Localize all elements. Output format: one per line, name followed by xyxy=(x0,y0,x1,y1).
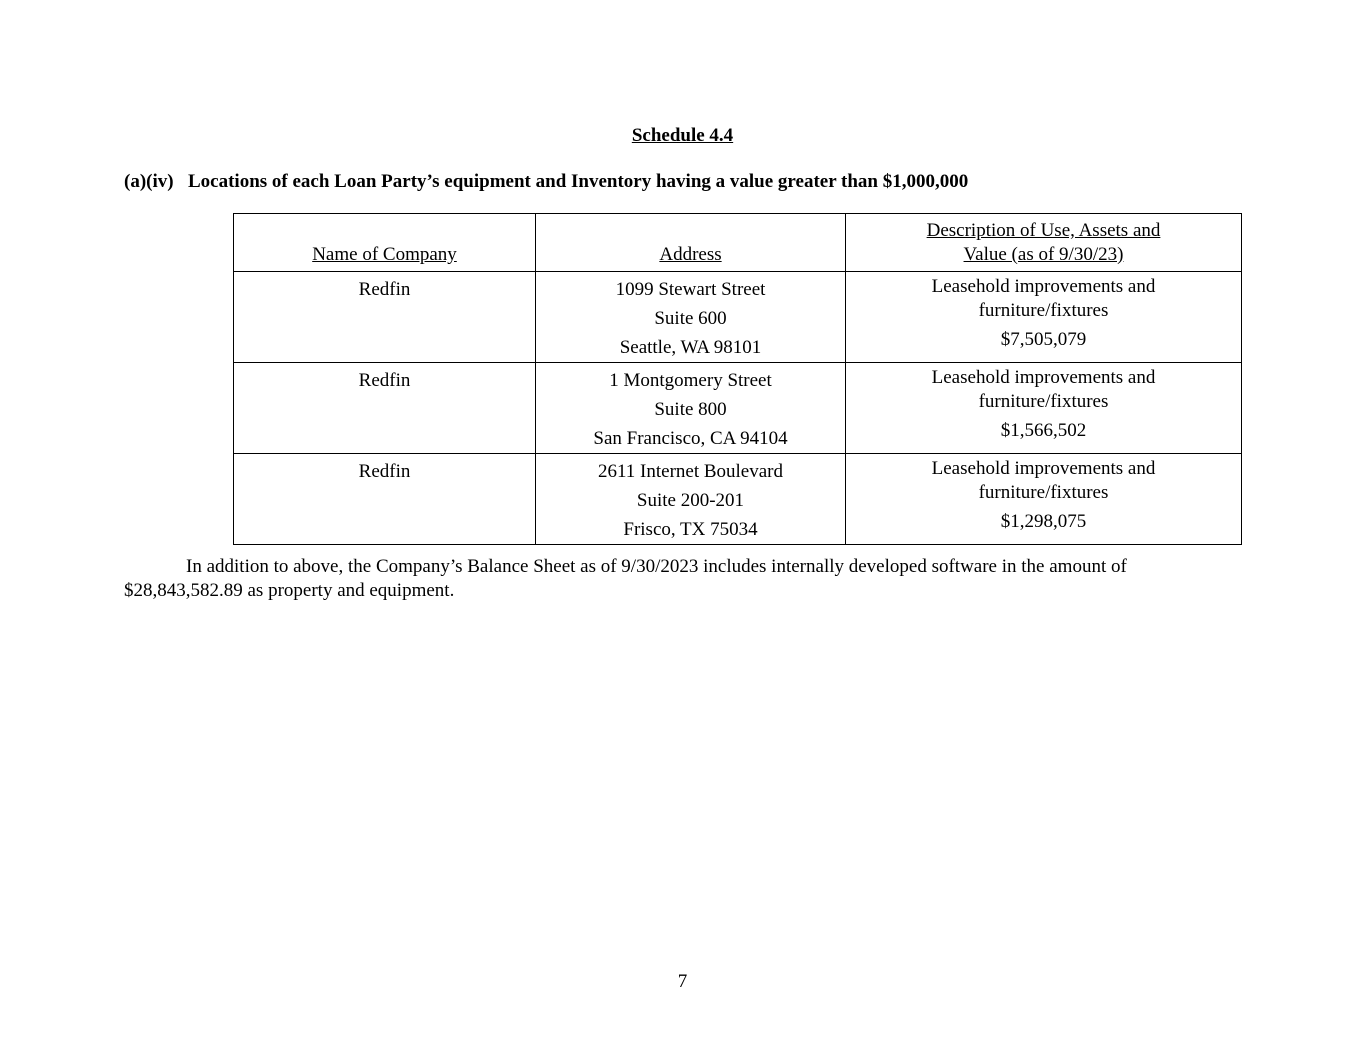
section-heading-text: Locations of each Loan Party’s equipment and Inventory having a value greater than $1,000,000 xyxy=(188,171,969,192)
cell-company: Redfin xyxy=(234,272,536,363)
table-header-row xyxy=(234,214,1242,272)
cell-company: Redfin xyxy=(234,454,536,545)
header-address: Address xyxy=(536,214,846,272)
table-row xyxy=(234,363,1242,454)
header-description: Description of Use, Assets and Value (as of 9/30/23) xyxy=(846,214,1242,272)
page-number: 7 xyxy=(677,971,688,992)
section-number: (a)(iv) xyxy=(124,171,174,192)
schedule-title: Schedule 4.4 xyxy=(631,125,734,146)
cell-address: 2611 Internet Boulevard Suite 200-201 Frisco, TX 75034 xyxy=(536,454,846,545)
table-row xyxy=(234,454,1242,545)
cell-address: 1099 Stewart Street Suite 600 Seattle, WA 98101 xyxy=(536,272,846,363)
header-company: Name of Company xyxy=(234,214,536,272)
asset-value: $7,505,079 xyxy=(1000,329,1087,350)
cell-description: Leasehold improvements and furniture/fixtures $1,566,502 xyxy=(846,363,1242,454)
balance-sheet-note: In addition to above, the Company’s Balance Sheet as of 9/30/2023 includes internally developed software in the amount of $28,843,582.89 as property and equipment. xyxy=(124,556,1127,601)
table-row xyxy=(234,272,1242,363)
cell-company: Redfin xyxy=(234,363,536,454)
asset-value: $1,566,502 xyxy=(1000,420,1087,441)
section-heading xyxy=(124,170,968,194)
cell-description: Leasehold improvements and furniture/fixtures $1,298,075 xyxy=(846,454,1242,545)
asset-value: $1,298,075 xyxy=(1000,511,1087,532)
cell-address: 1 Montgomery Street Suite 800 San Francisco, CA 94104 xyxy=(536,363,846,454)
locations-table xyxy=(233,213,1242,545)
cell-description: Leasehold improvements and furniture/fixtures $7,505,079 xyxy=(846,272,1242,363)
